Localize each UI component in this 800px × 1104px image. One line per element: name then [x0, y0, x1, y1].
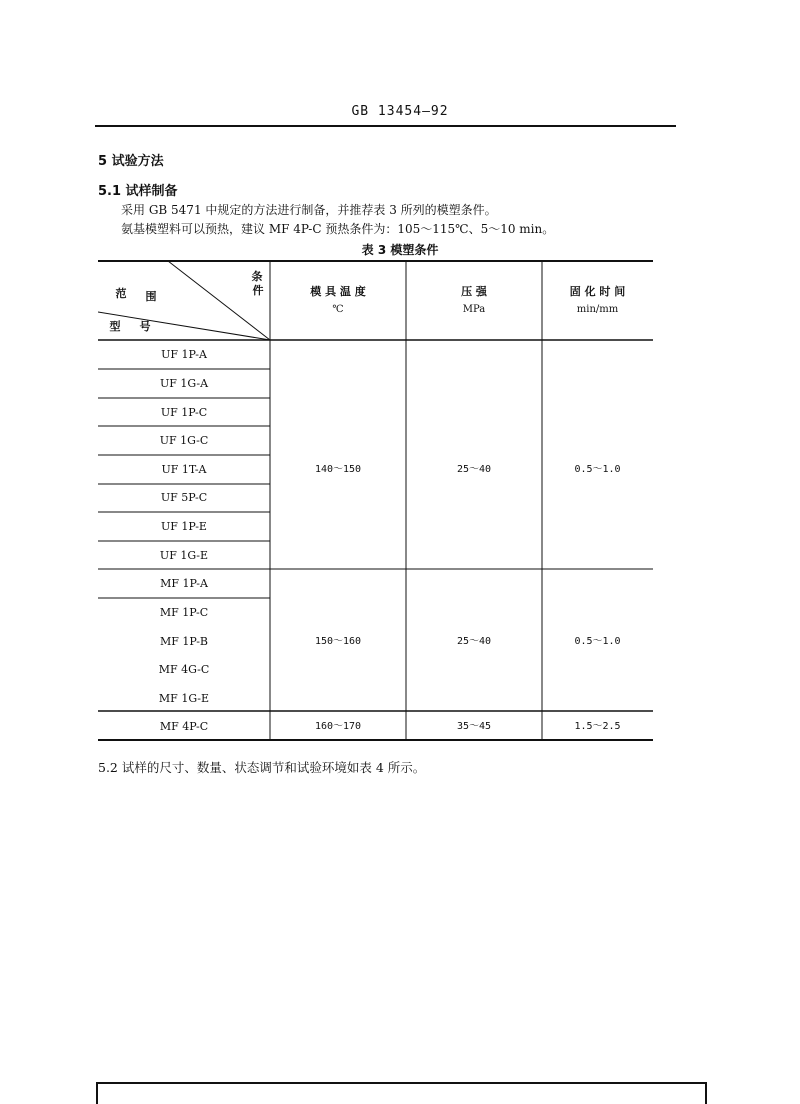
section-5-title: 5 试验方法 [98, 154, 164, 169]
column-header-pressure: 压 强 [461, 285, 487, 298]
corner-diagonal-2 [98, 312, 270, 340]
group-2-cure-time: 0.5～1.0 [574, 636, 621, 647]
corner-label-model-1: 型 [109, 320, 121, 333]
column-unit-mold-temp: ℃ [332, 304, 344, 315]
table-row-model: UF 5P-C [160, 491, 208, 504]
table-row-model: MF 4G-C [158, 663, 210, 676]
table-row-model: MF 4P-C [159, 720, 209, 733]
header-rule [95, 125, 676, 127]
corner-label-model-2: 号 [139, 320, 151, 333]
corner-label-condition-1: 条 [251, 270, 263, 283]
table-row-model: MF 1P-C [159, 606, 209, 619]
table-row-model: UF 1T-A [161, 463, 207, 476]
table-row-model: MF 1P-A [160, 577, 208, 590]
table-row-model: MF 1G-E [158, 692, 210, 705]
column-unit-pressure: MPa [462, 304, 486, 315]
table-3-caption: 表 3 模塑条件 [361, 243, 439, 257]
column-header-mold-temp: 模 具 温 度 [310, 285, 366, 298]
column-header-cure-time: 固 化 时 间 [569, 285, 626, 298]
group-2-mold-temp: 150～160 [314, 636, 362, 647]
section-5-1-paragraph-2: 氨基模塑料可以预热，建议 MF 4P-C 预热条件为：105～115℃、5～10 min。 [121, 222, 555, 236]
table-row-model: UF 1G-C [159, 434, 209, 447]
group-2-pressure: 25～40 [456, 636, 492, 647]
group-1-mold-temp: 140～150 [314, 464, 362, 475]
column-unit-cure-time: min/mm [576, 304, 619, 315]
corner-label-condition-2: 件 [252, 284, 264, 297]
corner-label-range-2: 围 [145, 290, 157, 303]
table-3 [98, 260, 653, 741]
table-row-model: MF 1P-B [160, 635, 208, 648]
section-5-2-paragraph: 5.2 试样的尺寸、数量、状态调节和试验环境如表 4 所示。 [98, 760, 426, 775]
group-1-pressure: 25～40 [456, 464, 492, 475]
group-1-cure-time: 0.5～1.0 [574, 464, 621, 475]
corner-label-range-1: 范 [115, 287, 127, 300]
section-5-1-title: 5.1 试样制备 [98, 184, 178, 199]
table-row-model: UF 1P-E [161, 520, 207, 533]
group-3-mold-temp: 160～170 [314, 721, 362, 732]
table-row-model: UF 1P-C [160, 406, 208, 419]
group-3-pressure: 35～45 [456, 721, 492, 732]
group-3-cure-time: 1.5～2.5 [574, 721, 621, 732]
table-row-model: UF 1G-A [159, 377, 209, 390]
section-5-1-paragraph-1: 采用 GB 5471 中规定的方法进行制备，并推荐表 3 所列的模塑条件。 [121, 203, 497, 217]
table-row-model: UF 1P-A [161, 348, 207, 361]
next-page-frame [96, 1082, 707, 1104]
standard-number-header: GB 13454—92 [351, 104, 449, 119]
table-row-model: UF 1G-E [159, 549, 209, 562]
